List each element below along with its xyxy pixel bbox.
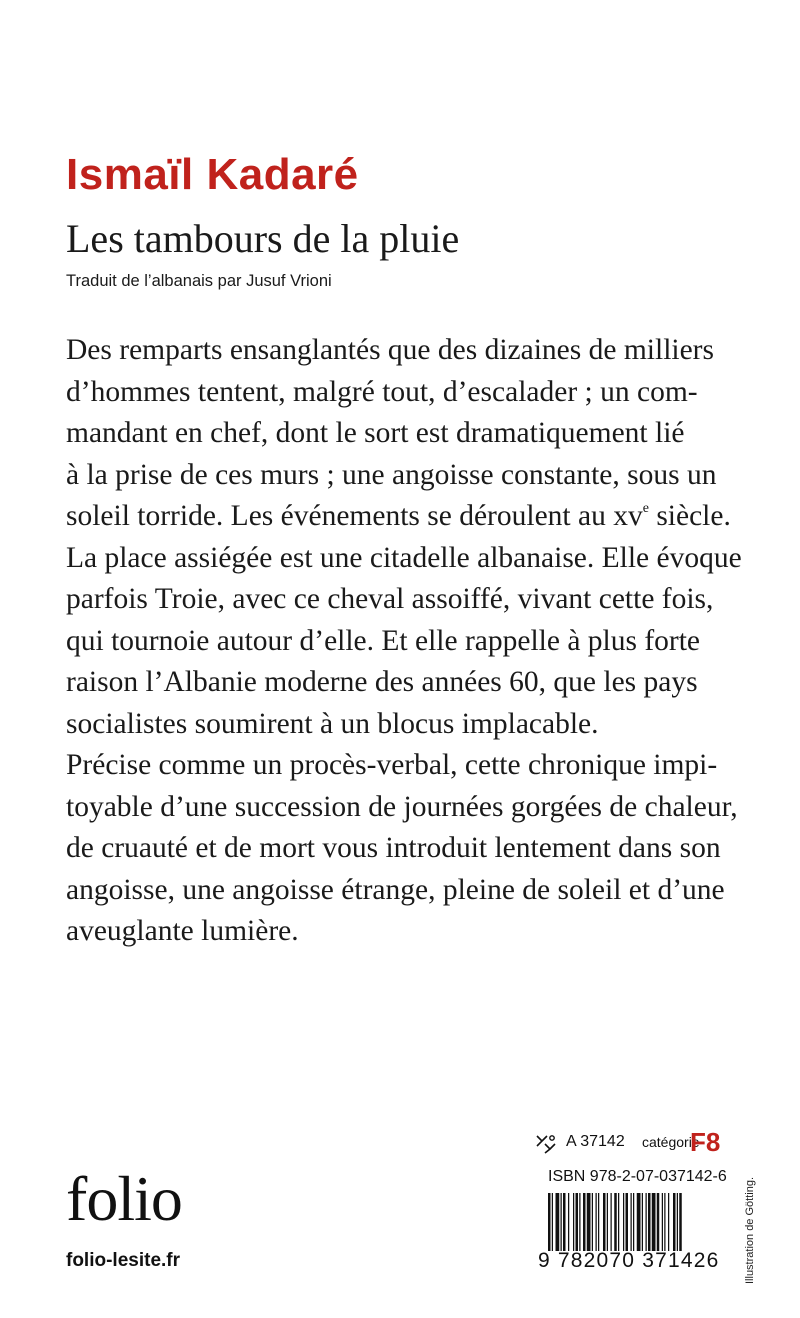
barcode-bar [637,1193,641,1251]
isbn-number: ISBN 978-2-07-037142-6 [548,1168,727,1185]
barcode-bar [556,1193,560,1251]
barcode-bar [633,1193,634,1251]
barcode-bar [607,1193,608,1251]
translator-credit: Traduit de l’albanais par Jusuf Vrioni [66,272,332,290]
blurb-line-part: siècle. [648,500,731,532]
barcode-bar [552,1193,553,1251]
blurb-line: à la prise de ces murs ; une angoisse constante, sous un [66,458,717,491]
barcode-bar [603,1193,606,1251]
barcode-bar [596,1193,597,1251]
barcode-bar [677,1193,678,1251]
blurb-line-part: soleil torride. Les événements se déroulent au xv [66,500,643,532]
folio-logo: folio [66,1163,182,1234]
category-row [534,1127,734,1160]
barcode-bar [611,1193,612,1251]
barcode-bar [583,1193,586,1251]
blurb-line: toyable d’une succession de journées gorgées de chaleur, [66,790,738,823]
barcode-bar [598,1193,599,1251]
illustration-credit: Illustration de Götting. [744,1176,756,1284]
barcode-bar [576,1193,579,1251]
blurb-line: La place assiégée est une citadelle albanaise. Elle évoque [66,541,742,574]
barcode-bar [579,1193,580,1251]
blurb-line: de cruauté et de mort vous introduit lentement dans son [66,832,721,864]
barcode-bar [679,1193,682,1251]
blurb-line: Précise comme un procès-verbal, cette chronique impi- [66,749,718,781]
book-title: Les tambours de la pluie [66,216,460,261]
blurb-line: angoisse, une angoisse étrange, pleine de soleil et d’une [66,873,725,906]
barcode-bar [642,1193,643,1251]
barcode-number: 9 782070 371426 [538,1249,720,1272]
barcode-bar [618,1193,619,1251]
barcode-bar [592,1193,593,1251]
barcode-bar [652,1193,656,1251]
blurb-line: socialistes soumirent à un blocus implacable. [66,707,599,740]
century-superscript: e [642,501,649,516]
barcode-bar [631,1193,632,1251]
barcode-bar [668,1193,669,1251]
blurb-line [66,496,731,538]
blurb-line: raison l’Albanie moderne des années 60, que les pays [66,666,698,698]
publisher-code: A 37142 [566,1133,625,1150]
blurb-text [66,330,742,953]
blurb-line: Des remparts ensanglantés que des dizaines de milliers [66,334,714,366]
barcode-bar [614,1193,617,1251]
author-name: Ismaïl Kadaré [66,150,359,199]
blurb-paragraph-1 [66,330,742,745]
blurb-line: aveuglante lumière. [66,915,299,947]
blurb-line: qui tournoie autour d’elle. Et elle rappelle à plus forte [66,624,701,657]
publisher-emblem-icon [534,1132,558,1154]
barcode-bar [657,1193,660,1251]
category-value: F8 [690,1127,721,1157]
barcode-bar [563,1193,566,1251]
barcode-bar [673,1193,676,1251]
barcode-bar [587,1193,591,1251]
publisher-website: folio-lesite.fr [66,1250,181,1271]
barcode-bar [648,1193,651,1251]
barcode-bar [573,1193,574,1251]
barcode-bar [561,1193,562,1251]
barcode-bar [623,1193,624,1251]
blurb-paragraph-2 [66,745,738,953]
blurb-line: mandant en chef, dont le sort est dramatiquement lié [66,417,685,449]
barcode-bar [662,1193,663,1251]
category-label: catégorie [642,1134,700,1150]
barcode-bar [664,1193,665,1251]
barcode-bar [568,1193,569,1251]
barcode-image [548,1193,724,1251]
barcode-bar [548,1193,551,1251]
blurb-line: d’hommes tentent, malgré tout, d’escalader ; un com- [66,375,698,408]
barcode-bar [626,1193,629,1251]
blurb-line: parfois Troie, avec ce cheval assoiffé, vivant cette fois, [66,583,714,615]
barcode-bar [646,1193,647,1251]
